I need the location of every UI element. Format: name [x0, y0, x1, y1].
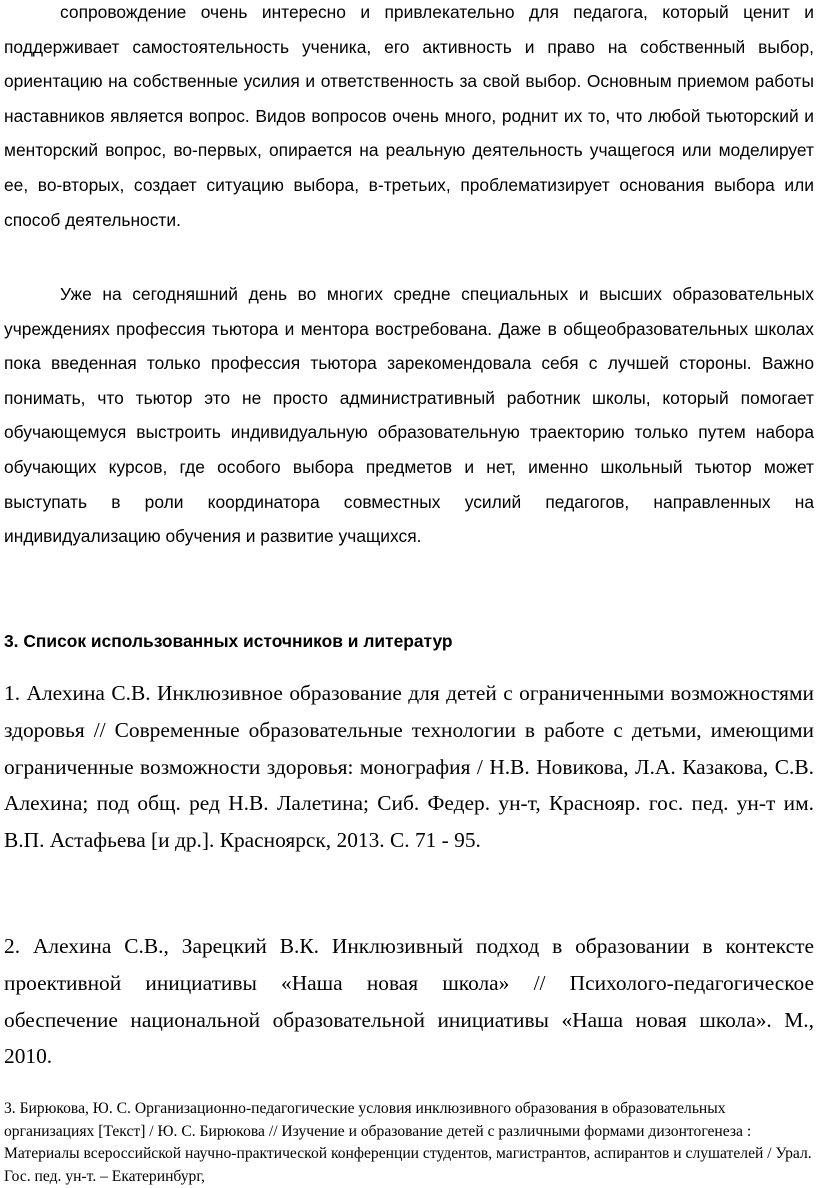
body-paragraph-1: сопровождение очень интересно и привлекательно для педагога, который ценит и поддерживает самостоятельность ученика, его активность и право на собственный выбор, ориентацию на собственные усилия и ответственность за свой выбор. Основным приемом работы наставников является вопрос. Видов вопросов очень много, роднит их то, что любой тьюторский и менторский вопрос, во-первых, опирается на реальную деятельность учащегося или моделирует ее, во-вторых, создает ситуацию выбора, в-третьих, проблематизирует основания выбора или способ деятельности. — [4, 2, 814, 230]
reference-item-1: 1. Алехина С.В. Инклюзивное образование для детей с ограниченными возможностями здоровья // Современные образовательные технологии в работе с детьми, имеющими ограниченные возможности здоровья: монография / Н.В. Новикова, Л.А. Казакова, С.В. Алехина; под общ. ред Н.В. Лалетина; Сиб. Федер. ун-т, Краснояр. гос. пед. ун-т им. В.П. Астафьева [и др.]. Красноярск, 2013. С. 71 - 95. — [4, 681, 814, 853]
reference-item-2: 2. Алехина С.В., Зарецкий В.К. Инклюзивный подход в образовании в контексте проективной инициативы «Наша новая школа» // Психолого-педагогическое обеспечение национальной образовательной инициативы «Наша новая школа». М., 2010. — [4, 934, 814, 1069]
reference-item-3: 3. Бирюкова, Ю. С. Организационно-педагогические условия инклюзивного образования в образовательных организациях [Текст] / Ю. С. Бирюкова // Изучение и образование детей с различными формами дизонтогенеза : Материалы всероссийской научно-практической конференции студентов, магистрантов, аспирантов и слушателей / Урал. Гос. пед. ун-т. – Екатеринбург, — [4, 1100, 812, 1186]
body-paragraph-2: Уже на сегодняшний день во многих средне специальных и высших образовательных учреждениях профессия тьютора и ментора востребована. Даже в общеобразовательных школах пока введенная только профессия тьютора зарекомендовала себя с лучшей стороны. Важно понимать, что тьютор это не просто административный работник школы, который помогает обучающемуся выстроить индивидуальную образовательную траекторию только путем набора обучающих курсов, где особого выбора предметов и нет, именно школьный тьютор может выступать в роли координатора совместных усилий педагогов, направленных на индивидуализацию обучения и развитие учащихся. — [4, 284, 814, 547]
section-heading: 3. Список использованных источников и литератур — [4, 631, 453, 651]
